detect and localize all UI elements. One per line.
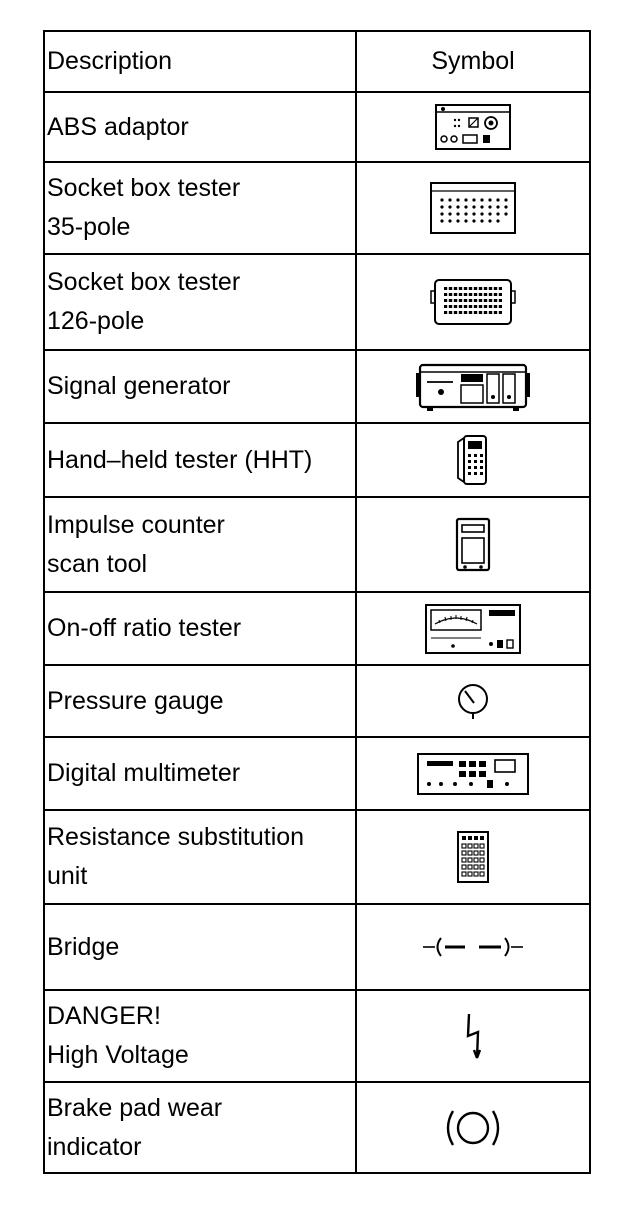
table-row xyxy=(44,350,590,423)
row-description xyxy=(44,990,356,1082)
row-description-line: 35-pole xyxy=(47,213,131,241)
row-description-line: Bridge xyxy=(47,932,120,961)
row-description-line: unit xyxy=(47,862,88,890)
row-description-line: Hand–held tester (HHT) xyxy=(47,445,313,474)
row-description-line: Brake pad wear xyxy=(47,1093,223,1122)
row-description xyxy=(44,92,356,162)
row-description-line: DANGER! xyxy=(47,1002,161,1030)
resistance-substitution-icon xyxy=(453,829,493,885)
table-row xyxy=(44,904,590,990)
table-row xyxy=(44,592,590,665)
row-description xyxy=(44,810,356,904)
row-description-line: indicator xyxy=(47,1132,142,1161)
brake-pad-wear-icon xyxy=(443,1105,503,1151)
bridge-icon xyxy=(421,932,525,962)
signal-generator-icon xyxy=(415,361,531,413)
high-voltage-icon xyxy=(461,1010,485,1062)
pressure-gauge-icon xyxy=(453,681,493,721)
table-row xyxy=(44,990,590,1082)
row-description-line: Socket box tester xyxy=(47,268,241,296)
row-description xyxy=(44,497,356,592)
socket-box-35-icon xyxy=(428,180,518,236)
table-header-row xyxy=(44,31,590,92)
table-row xyxy=(44,737,590,810)
table-row xyxy=(44,92,590,162)
table-row xyxy=(44,810,590,904)
table-row xyxy=(44,423,590,497)
row-description xyxy=(44,162,356,254)
row-description-line: Impulse counter xyxy=(47,510,225,539)
row-description-line: Socket box tester xyxy=(47,174,241,202)
row-description xyxy=(44,904,356,990)
row-description xyxy=(44,350,356,423)
row-description xyxy=(44,423,356,497)
table-row xyxy=(44,665,590,737)
table-row xyxy=(44,497,590,592)
socket-box-126-icon xyxy=(430,276,516,328)
row-description-line: Pressure gauge xyxy=(47,686,224,715)
table-row xyxy=(44,254,590,350)
row-description xyxy=(44,592,356,665)
impulse-counter-icon xyxy=(453,516,493,574)
on-off-ratio-tester-icon xyxy=(423,602,523,656)
row-description-line: 126-pole xyxy=(47,307,145,335)
row-description-line: Signal generator xyxy=(47,372,231,400)
row-description xyxy=(44,665,356,737)
table-row xyxy=(44,162,590,254)
row-description-line: High Voltage xyxy=(47,1041,189,1069)
table-row xyxy=(44,1082,590,1173)
row-description-line: On-off ratio tester xyxy=(47,614,242,642)
row-description-line: ABS adaptor xyxy=(47,112,189,141)
row-description xyxy=(44,1082,356,1173)
header-symbol: Symbol xyxy=(356,31,590,92)
header-description: Description xyxy=(44,31,356,92)
row-description-line: scan tool xyxy=(47,549,148,578)
abs-adaptor-icon xyxy=(433,102,513,152)
row-description xyxy=(44,737,356,810)
digital-multimeter-icon xyxy=(415,751,531,797)
row-description-line: Digital multimeter xyxy=(47,759,241,787)
row-description-line: Resistance substitution xyxy=(47,823,305,851)
row-description xyxy=(44,254,356,350)
hand-held-tester-icon xyxy=(450,432,496,488)
symbol-table xyxy=(43,30,591,1174)
